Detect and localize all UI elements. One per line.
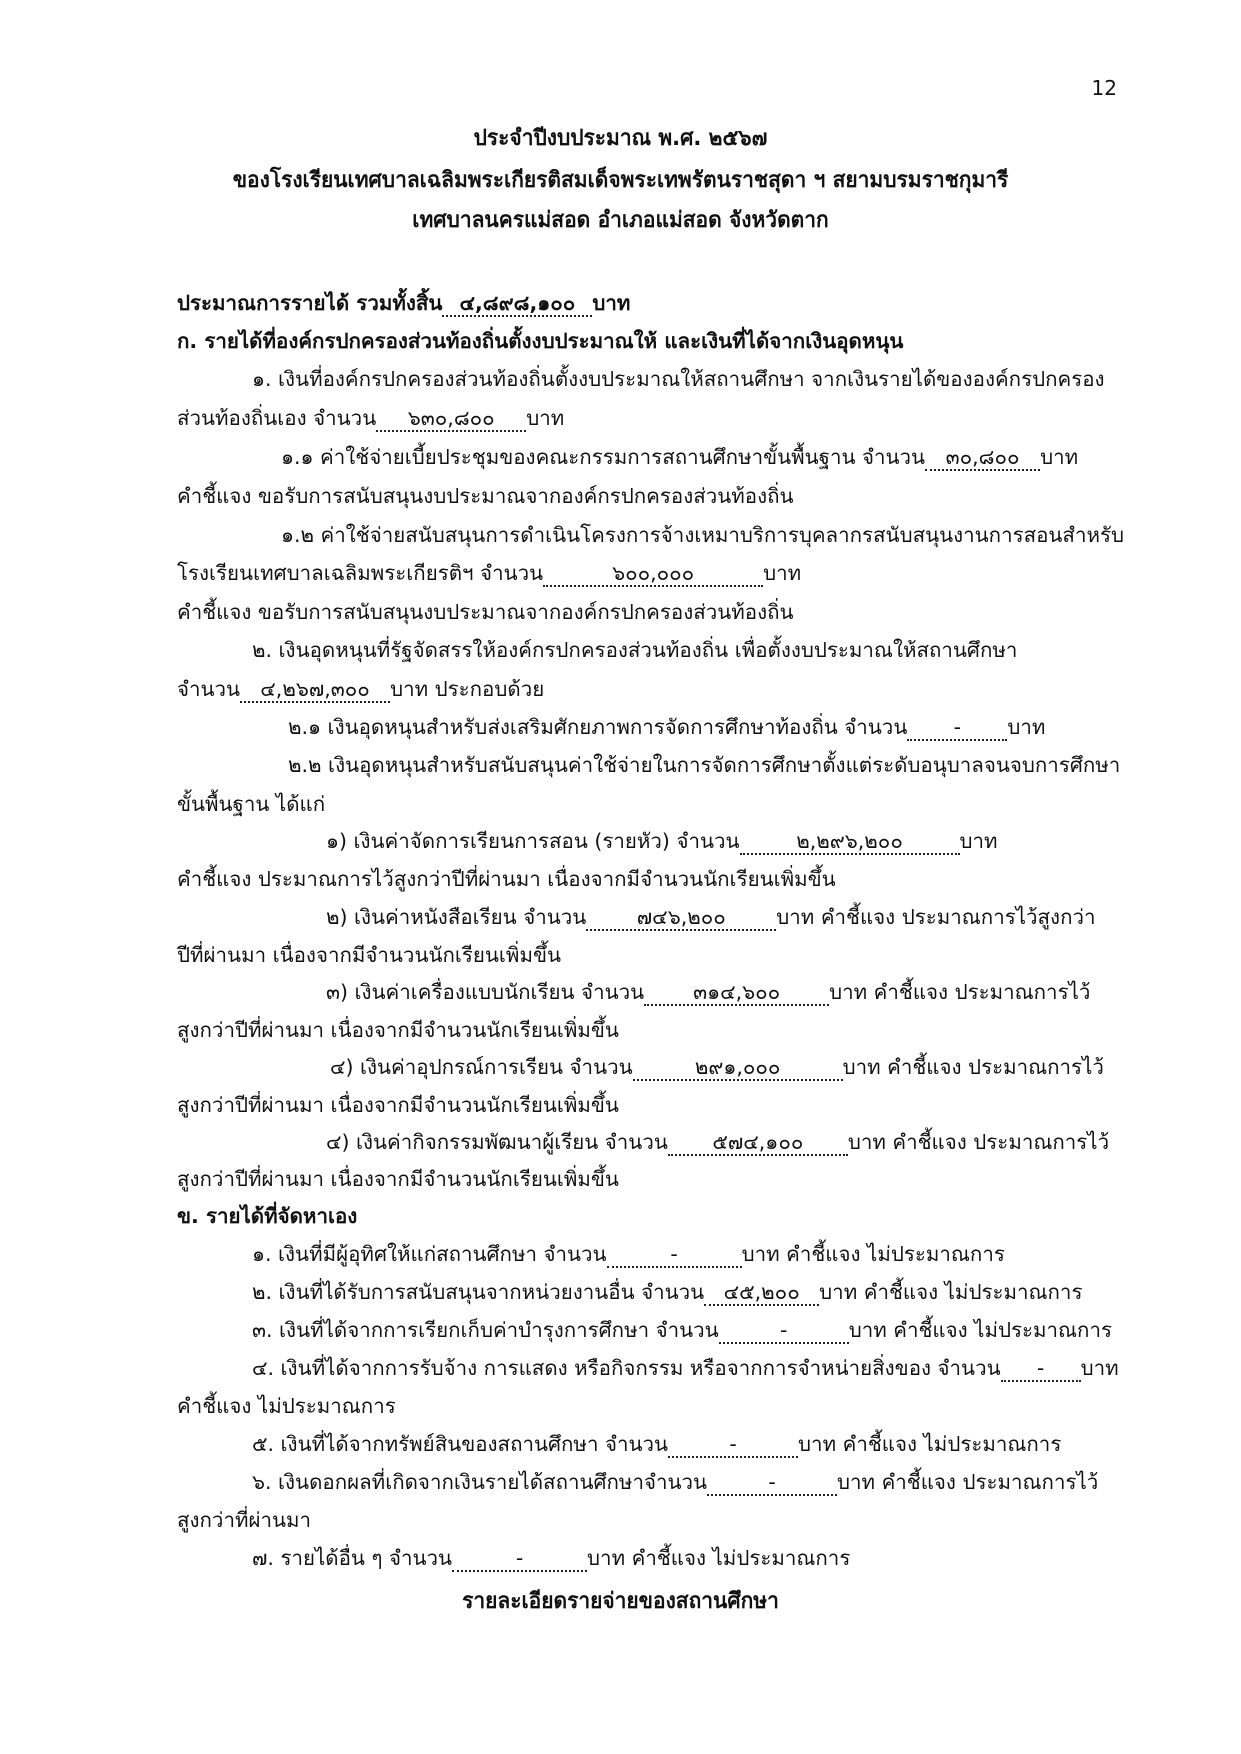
b-item6-cont: สูงกว่าที่ผ่านมา xyxy=(177,1508,312,1532)
total-unit: บาท xyxy=(592,291,631,315)
b-item6-label: ๖. เงินดอกผลที่เกิดจากเงินรายได้สถานศึกษาจำนวน xyxy=(252,1470,708,1494)
b-item7-tail: บาท คำชี้แจง ไม่ประมาณการ xyxy=(587,1546,851,1570)
b-item2 xyxy=(252,1277,1082,1307)
a-sub2 xyxy=(326,902,1096,932)
b-item1 xyxy=(252,1239,1005,1269)
total-line xyxy=(177,288,630,318)
b-item5-label: ๕. เงินที่ได้จากทรัพย์สินของสถานศึกษา จำนวน xyxy=(252,1432,669,1456)
title-line-3: เทศบาลนครแม่สอด อำเภอแม่สอด จังหวัดตาก xyxy=(412,208,829,233)
a-item1-2-label: โรงเรียนเทศบาลเฉลิมพระเกียรติฯ จำนวน xyxy=(177,561,544,585)
a-item1-2-explain: คำชี้แจง ขอรับการสนับสนุนงบประมาณจากองค์กรปกครองส่วนท้องถิ่น xyxy=(177,600,794,624)
title-line-2: ของโรงเรียนเทศบาลเฉลิมพระเกียรติสมเด็จพระเทพรัตนราชสุดา ฯ สยามบรมราชกุมารี xyxy=(232,168,1009,193)
a-sub1-label: ๑) เงินค่าจัดการเรียนการสอน (รายหัว) จำนวน xyxy=(326,829,740,853)
total-label: ประมาณการรายได้ รวมทั้งสิ้น xyxy=(177,291,443,315)
a-sub3-value: ๓๑๔,๖๐๐ xyxy=(644,980,829,1006)
b-item2-tail: บาท คำชี้แจง ไม่ประมาณการ xyxy=(819,1280,1083,1304)
a-sub4-value: ๒๙๑,๐๐๐ xyxy=(633,1055,843,1081)
a-item1-label: ส่วนท้องถิ่นเอง จำนวน xyxy=(177,406,377,430)
a-item2-line2 xyxy=(177,674,544,704)
expense-details-heading: รายละเอียดรายจ่ายของสถานศึกษา xyxy=(462,1589,779,1614)
a-sub5-value: ๕๗๔,๑๐๐ xyxy=(668,1130,848,1156)
total-value: ๔,๘๙๘,๑๐๐ xyxy=(442,291,592,317)
unit-text: บาท xyxy=(526,406,565,430)
a-sub2-cont: ปีที่ผ่านมา เนื่องจากมีจำนวนนักเรียนเพิ่มขึ้น xyxy=(177,943,561,967)
b-item3-value: - xyxy=(719,1318,849,1344)
b-item6-tail: บาท คำชี้แจง ประมาณการไว้ xyxy=(837,1470,1099,1494)
b-item7 xyxy=(252,1543,850,1573)
b-item7-label: ๗. รายได้อื่น ๆ จำนวน xyxy=(252,1546,453,1570)
b-item5-value: - xyxy=(668,1432,798,1458)
b-item3 xyxy=(252,1315,1112,1345)
a-sub4-tail: บาท คำชี้แจง ประมาณการไว้ xyxy=(842,1055,1104,1079)
a-item1-1 xyxy=(281,442,1078,472)
a-sub3 xyxy=(326,977,1090,1007)
a-item2-2-line2: ขั้นพื้นฐาน ได้แก่ xyxy=(177,792,326,816)
a-sub5-cont: สูงกว่าปีที่ผ่านมา เนื่องจากมีจำนวนนักเรียนเพิ่มขึ้น xyxy=(177,1167,619,1191)
a-item1-1-value: ๓๐,๘๐๐ xyxy=(925,445,1040,471)
b-item2-label: ๒. เงินที่ได้รับการสนับสนุนจากหน่วยงานอื่น จำนวน xyxy=(252,1280,705,1304)
a-item1-2-value: ๖๐๐,๐๐๐ xyxy=(543,561,763,587)
unit-text: บาท xyxy=(959,829,998,853)
b-item6 xyxy=(252,1467,1098,1497)
a-sub5-label: ๔) เงินค่ากิจกรรมพัฒนาผู้เรียน จำนวน xyxy=(326,1130,668,1154)
a-item2-label: จำนวน xyxy=(177,677,241,701)
b-item3-tail: บาท คำชี้แจง ไม่ประมาณการ xyxy=(848,1318,1112,1342)
unit-text: บาท xyxy=(763,561,802,585)
a-sub4 xyxy=(330,1052,1104,1082)
a-sub1 xyxy=(326,826,998,856)
a-sub1-value: ๒,๒๙๖,๒๐๐ xyxy=(740,829,960,855)
b-item4-label: ๔. เงินที่ได้จากการรับจ้าง การแสดง หรือกิจกรรม หรือจากการจำหน่ายสิ่งของ จำนวน xyxy=(252,1356,1001,1380)
a-sub1-explain: คำชี้แจง ประมาณการไว้สูงกว่าปีที่ผ่านมา เนื่องจากมีจำนวนนักเรียนเพิ่มขึ้น xyxy=(177,867,836,891)
b-item6-value: - xyxy=(707,1470,837,1496)
b-item4-value: - xyxy=(1001,1356,1081,1382)
a-item2-2-line1: ๒.๒ เงินอุดหนุนสำหรับสนับสนุนค่าใช้จ่ายในการจัดการศึกษาตั้งแต่ระดับอนุบาลจนจบการศึกษา xyxy=(288,753,1121,777)
a-sub5-tail: บาท คำชี้แจง ประมาณการไว้ xyxy=(847,1130,1110,1154)
a-sub4-cont: สูงกว่าปีที่ผ่านมา เนื่องจากมีจำนวนนักเรียนเพิ่มขึ้น xyxy=(177,1093,619,1117)
unit-text: บาท xyxy=(1007,715,1046,739)
b-item5 xyxy=(252,1429,1061,1459)
a-item2-1-label: ๒.๑ เงินอุดหนุนสำหรับส่งเสริมศักยภาพการจัดการศึกษาท้องถิ่น จำนวน xyxy=(288,715,908,739)
a-item2-1 xyxy=(288,712,1045,742)
a-item2-line1: ๒. เงินอุดหนุนที่รัฐจัดสรรให้องค์กรปกครองส่วนท้องถิ่น เพื่อตั้งงบประมาณให้สถานศึกษา xyxy=(252,638,1018,662)
b-item7-value: - xyxy=(452,1546,587,1572)
a-item1-value: ๖๓๐,๘๐๐ xyxy=(376,406,526,432)
a-item2-1-value: - xyxy=(907,715,1007,741)
a-item1-line1: ๑. เงินที่องค์กรปกครองส่วนท้องถิ่นตั้งงบประมาณให้สถานศึกษา จากเงินรายได้ขององค์กรปกครอง xyxy=(252,367,1105,391)
a-item1-line2 xyxy=(177,403,564,433)
a-sub3-label: ๓) เงินค่าเครื่องแบบนักเรียน จำนวน xyxy=(326,980,645,1004)
a-sub3-tail: บาท คำชี้แจง ประมาณการไว้ xyxy=(829,980,1091,1004)
a-sub2-label: ๒) เงินค่าหนังสือเรียน จำนวน xyxy=(326,905,587,929)
unit-text: บาท xyxy=(1040,445,1079,469)
a-sub5 xyxy=(326,1127,1109,1157)
a-item1-2-line2 xyxy=(177,558,801,588)
a-sub4-label: ๔) เงินค่าอุปกรณ์การเรียน จำนวน xyxy=(330,1055,633,1079)
b-item2-value: ๔๕,๒๐๐ xyxy=(704,1280,819,1306)
b-item3-label: ๓. เงินที่ได้จากการเรียกเก็บค่าบำรุงการศึกษา จำนวน xyxy=(252,1318,719,1342)
b-item1-tail: บาท คำชี้แจง ไม่ประมาณการ xyxy=(741,1242,1005,1266)
a-item1-1-explain: คำชี้แจง ขอรับการสนับสนุนงบประมาณจากองค์กรปกครองส่วนท้องถิ่น xyxy=(177,484,794,508)
b-item4-cont: คำชี้แจง ไม่ประมาณการ xyxy=(177,1394,396,1418)
page-number: 12 xyxy=(1091,76,1117,100)
a-sub2-tail: บาท คำชี้แจง ประมาณการไว้สูงกว่า xyxy=(776,905,1096,929)
a-item1-1-label: ๑.๑ ค่าใช้จ่ายเบี้ยประชุมของคณะกรรมการสถานศึกษาขั้นพื้นฐาน จำนวน xyxy=(281,445,926,469)
a-item1-2-line1: ๑.๒ ค่าใช้จ่ายสนับสนุนการดำเนินโครงการจ้างเหมาบริการบุคลากรสนับสนุนงานการสอนสำหรับ xyxy=(281,523,1124,547)
a-sub2-value: ๗๔๖,๒๐๐ xyxy=(586,905,776,931)
title-line-1: ประจำปีงบประมาณ พ.ศ. ๒๕๖๗ xyxy=(473,126,768,151)
b-item5-tail: บาท คำชี้แจง ไม่ประมาณการ xyxy=(798,1432,1062,1456)
a-item2-tail: บาท ประกอบด้วย xyxy=(390,677,545,701)
b-item1-label: ๑. เงินที่มีผู้อุทิศให้แก่สถานศึกษา จำนวน xyxy=(252,1242,607,1266)
b-item1-value: - xyxy=(607,1242,742,1268)
b-item4 xyxy=(252,1353,1119,1383)
a-sub3-cont: สูงกว่าปีที่ผ่านมา เนื่องจากมีจำนวนนักเรียนเพิ่มขึ้น xyxy=(177,1018,619,1042)
section-a-heading: ก. รายได้ที่องค์กรปกครองส่วนท้องถิ่นตั้งงบประมาณให้ และเงินที่ได้จากเงินอุดหนุน xyxy=(177,329,904,353)
section-b-heading: ข. รายได้ที่จัดหาเอง xyxy=(177,1204,358,1228)
a-item2-value: ๔,๒๖๗,๓๐๐ xyxy=(240,677,390,703)
unit-text: บาท xyxy=(1080,1356,1119,1380)
